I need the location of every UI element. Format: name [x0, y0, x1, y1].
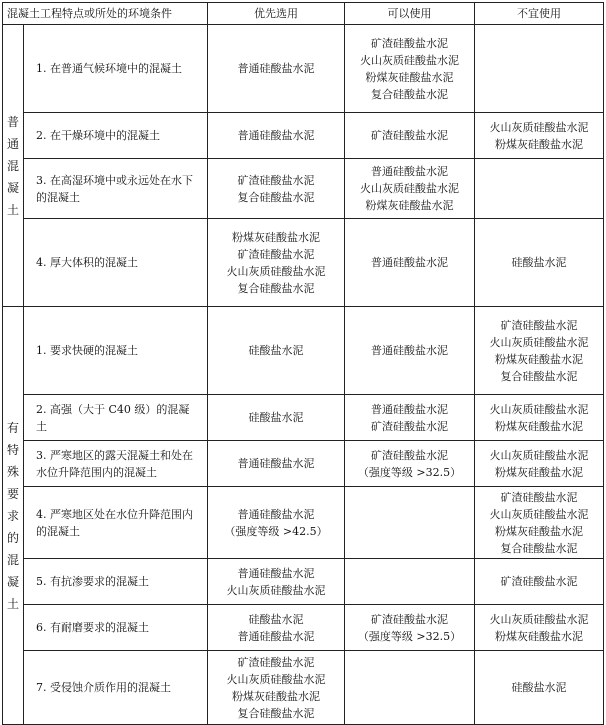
cell-line: 复合硅酸盐水泥	[500, 541, 578, 555]
cell-line: 矿渣硅酸盐水泥	[371, 612, 448, 626]
preferred-cell	[208, 219, 345, 307]
cell-line: 复合硅酸盐水泥	[371, 87, 448, 101]
cell-line: 硅酸盐水泥	[248, 411, 304, 424]
header-preferred: 优先选用	[208, 3, 345, 25]
cell-line: （强度等级 >32.5）	[357, 465, 462, 479]
preferred-cell	[208, 605, 345, 651]
cell-line: （强度等级 >42.5）	[224, 524, 328, 538]
header-condition: 混凝土工程特点或所处的环境条件	[3, 3, 208, 25]
unsuitable-cell	[475, 219, 604, 307]
unsuitable-cell	[475, 113, 604, 159]
cell-line: 矿渣硅酸盐水泥	[500, 490, 578, 504]
allowed-cell	[345, 441, 475, 487]
preferred-cell	[208, 487, 345, 559]
cell-line: 火山灰质硅酸盐水泥	[226, 583, 326, 597]
cell-line: 矿渣硅酸盐水泥	[371, 419, 448, 433]
cell-line: 矿渣硅酸盐水泥	[237, 655, 315, 669]
cell-line: 粉煤灰硅酸盐水泥	[232, 689, 320, 703]
condition-cell: 7. 受侵蚀介质作用的混凝土	[24, 651, 208, 725]
cell-line: 火山灰质硅酸盐水泥	[360, 182, 459, 195]
cell-line: 普通硅酸盐水泥	[237, 457, 315, 470]
preferred-cell	[208, 25, 345, 113]
unsuitable-cell	[475, 307, 604, 395]
category-special-concrete	[3, 307, 24, 725]
header-row	[3, 3, 604, 25]
allowed-cell	[345, 559, 475, 605]
cell-line: 火山灰质硅酸盐水泥	[489, 402, 589, 416]
condition-cell: 3. 在高湿环境中或永远处在水下的混凝土	[24, 159, 208, 219]
cell-line: 硅酸盐水泥	[248, 612, 304, 626]
cell-line: 粉煤灰硅酸盐水泥	[365, 70, 454, 84]
header-allowed: 可以使用	[345, 3, 475, 25]
cell-line: 粉煤灰硅酸盐水泥	[495, 419, 583, 433]
condition-cell: 1. 要求快硬的混凝土	[24, 307, 208, 395]
cell-line: 普通硅酸盐水泥	[237, 129, 315, 142]
cell-line: 矿渣硅酸盐水泥	[500, 318, 578, 332]
table-row	[3, 487, 604, 559]
cell-line: 矿渣硅酸盐水泥	[371, 36, 448, 50]
condition-cell: 4. 严寒地区处在水位升降范围内的混凝土	[24, 487, 208, 559]
cell-line: 矿渣硅酸盐水泥	[237, 247, 315, 261]
condition-cell: 3. 严寒地区的露天混凝土和处在水位升降范围内的混凝土	[24, 441, 208, 487]
table-row	[3, 113, 604, 159]
cell-line: 粉煤灰硅酸盐水泥	[495, 524, 583, 538]
unsuitable-cell	[475, 605, 604, 651]
table-row	[3, 395, 604, 441]
cell-line: 火山灰质硅酸盐水泥	[226, 264, 326, 278]
unsuitable-cell	[475, 487, 604, 559]
table-body	[3, 25, 604, 725]
cell-line: 复合硅酸盐水泥	[500, 369, 578, 383]
cell-line: 火山灰质硅酸盐水泥	[489, 335, 589, 349]
cell-line: 硅酸盐水泥	[511, 681, 567, 694]
category-label: 普通混凝土	[6, 114, 19, 217]
cell-line: 复合硅酸盐水泥	[237, 281, 315, 295]
table-row	[3, 307, 604, 395]
allowed-cell	[345, 113, 475, 159]
allowed-cell	[345, 307, 475, 395]
cell-line: 火山灰质硅酸盐水泥	[489, 448, 589, 462]
cell-line: 火山灰质硅酸盐水泥	[489, 120, 589, 134]
unsuitable-cell	[475, 395, 604, 441]
condition-cell: 4. 厚大体积的混凝土	[24, 219, 208, 307]
allowed-cell	[345, 395, 475, 441]
cement-selection-table-wrapper	[2, 2, 604, 725]
cement-selection-table	[2, 2, 604, 725]
category-ordinary-concrete	[3, 25, 24, 307]
cell-line: 硅酸盐水泥	[248, 344, 304, 357]
header-unsuitable: 不宜使用	[475, 3, 604, 25]
allowed-cell	[345, 219, 475, 307]
condition-cell: 2. 高强（大于 C40 级）的混凝土	[24, 395, 208, 441]
cell-line: 矿渣硅酸盐水泥	[371, 129, 448, 142]
category-label: 有特殊要求的混凝土	[6, 420, 19, 611]
cell-line: 普通硅酸盐水泥	[237, 629, 315, 643]
cell-line: 普通硅酸盐水泥	[371, 256, 448, 269]
table-row	[3, 219, 604, 307]
unsuitable-cell	[475, 159, 604, 219]
table-row	[3, 441, 604, 487]
unsuitable-cell	[475, 441, 604, 487]
cell-line: 粉煤灰硅酸盐水泥	[365, 199, 454, 212]
condition-cell: 5. 有抗渗要求的混凝土	[24, 559, 208, 605]
preferred-cell	[208, 159, 345, 219]
cell-line: 矿渣硅酸盐水泥	[500, 575, 578, 588]
cell-line: （强度等级 >32.5）	[357, 629, 462, 643]
condition-cell: 2. 在干燥环境中的混凝土	[24, 113, 208, 159]
table-row	[3, 559, 604, 605]
table-row	[3, 159, 604, 219]
allowed-cell	[345, 25, 475, 113]
table-row	[3, 25, 604, 113]
cell-line: 火山灰质硅酸盐水泥	[226, 672, 326, 686]
allowed-cell	[345, 487, 475, 559]
allowed-cell	[345, 605, 475, 651]
cell-line: 粉煤灰硅酸盐水泥	[495, 352, 583, 366]
preferred-cell	[208, 441, 345, 487]
preferred-cell	[208, 651, 345, 725]
allowed-cell	[345, 159, 475, 219]
cell-line: 火山灰质硅酸盐水泥	[489, 507, 589, 521]
cell-line: 普通硅酸盐水泥	[371, 165, 448, 178]
cell-line: 普通硅酸盐水泥	[371, 402, 448, 416]
cell-line: 普通硅酸盐水泥	[237, 507, 315, 521]
cell-line: 粉煤灰硅酸盐水泥	[232, 230, 320, 244]
cell-line: 矿渣硅酸盐水泥	[371, 448, 448, 462]
table-row	[3, 651, 604, 725]
preferred-cell	[208, 307, 345, 395]
cell-line: 粉煤灰硅酸盐水泥	[495, 629, 583, 643]
cell-line: 矿渣硅酸盐水泥	[237, 173, 315, 187]
cell-line: 普通硅酸盐水泥	[237, 62, 315, 75]
cell-line: 硅酸盐水泥	[511, 256, 567, 269]
condition-cell: 6. 有耐磨要求的混凝土	[24, 605, 208, 651]
cell-line: 粉煤灰硅酸盐水泥	[495, 137, 583, 151]
cell-line: 粉煤灰硅酸盐水泥	[495, 465, 583, 479]
allowed-cell	[345, 651, 475, 725]
cell-line: 火山灰质硅酸盐水泥	[489, 612, 589, 626]
cell-line: 复合硅酸盐水泥	[237, 706, 315, 720]
cell-line: 普通硅酸盐水泥	[237, 566, 315, 580]
preferred-cell	[208, 395, 345, 441]
table-row	[3, 605, 604, 651]
cell-line: 复合硅酸盐水泥	[237, 190, 315, 204]
cell-line: 普通硅酸盐水泥	[371, 344, 448, 357]
unsuitable-cell	[475, 651, 604, 725]
condition-cell: 1. 在普通气候环境中的混凝土	[24, 25, 208, 113]
unsuitable-cell	[475, 559, 604, 605]
preferred-cell	[208, 559, 345, 605]
cell-line: 火山灰质硅酸盐水泥	[360, 53, 459, 67]
preferred-cell	[208, 113, 345, 159]
unsuitable-cell	[475, 25, 604, 113]
